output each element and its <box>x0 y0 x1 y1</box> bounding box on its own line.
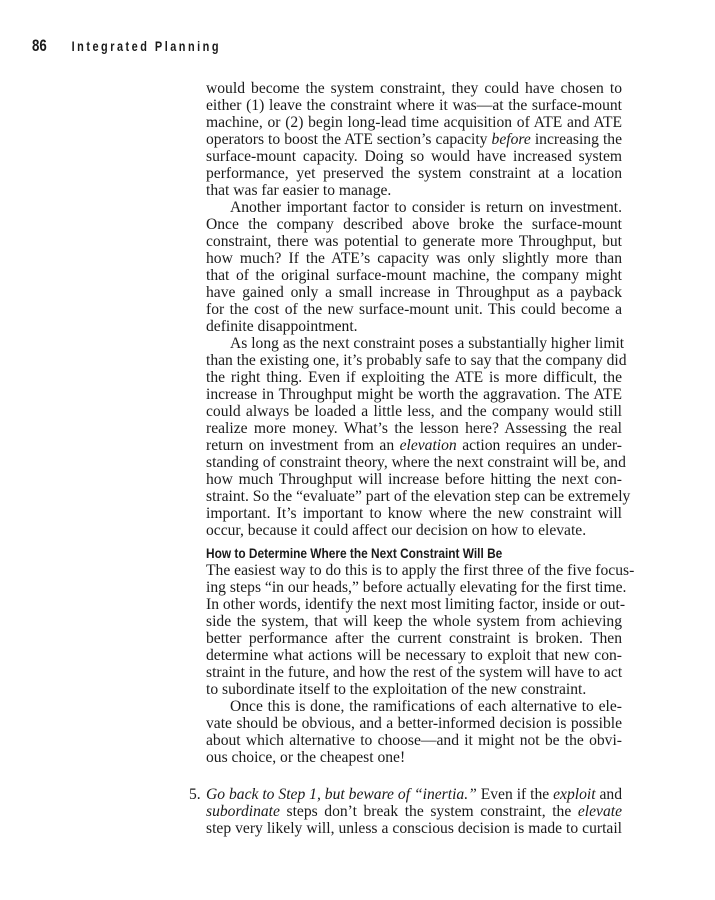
text-line <box>206 505 622 522</box>
text-line <box>206 803 622 820</box>
text: have gained only a small increase in Throughput as a payback <box>206 284 622 301</box>
text: occur, because it could affect our decision on how to elevate. <box>206 522 587 539</box>
text: In other words, identify the next most limiting factor, inside or out- <box>206 596 626 613</box>
text: how much? If the ATE’s capacity was only slightly more than <box>206 250 622 267</box>
text: straint in the future, and how the rest of the system will have to act <box>206 664 623 681</box>
text: determine what actions will be necessary to exploit that new con- <box>206 647 622 664</box>
text-line <box>206 681 622 698</box>
text: that of the original surface-mount machine, the company might <box>206 267 622 284</box>
text: vate should be obvious, and a better-informed decision is possible <box>206 715 622 732</box>
text: than the existing one, it’s probably safe to say that the company did <box>206 352 627 369</box>
text-line <box>206 420 622 437</box>
italic-text: elevate <box>577 803 622 820</box>
text-line <box>206 165 622 182</box>
paragraph <box>206 80 622 199</box>
text-line <box>206 199 622 216</box>
text: could always be loaded a little less, and the company would still <box>206 403 622 420</box>
text-line <box>206 80 622 97</box>
paragraph <box>206 698 622 766</box>
text: machine, or (2) begin long-lead time acquisition of ATE and ATE <box>206 114 622 131</box>
text-line <box>206 386 622 403</box>
text: performance, yet preserved the system constraint at a location <box>206 165 622 182</box>
text-line <box>206 630 622 647</box>
text: increasing the <box>530 131 622 148</box>
text-line <box>206 114 622 131</box>
text-line <box>206 820 622 837</box>
text-line <box>206 471 622 488</box>
paragraph <box>206 199 622 335</box>
text-line <box>206 369 622 386</box>
text: would become the system constraint, they could have chosen to <box>206 80 622 97</box>
text: how much Throughput will increase before hitting the next con- <box>206 471 622 488</box>
text: The easiest way to do this is to apply the first three of the five focus- <box>206 562 635 579</box>
text: step very likely will, unless a conscious decision is made to curtail <box>206 820 622 837</box>
text: realize more money. What’s the lesson here? Assessing the real <box>206 420 622 437</box>
text: return on investment from an <box>206 437 400 454</box>
text-line <box>206 403 622 420</box>
text: important. It’s important to know where the new constraint will <box>206 505 622 522</box>
text: action requires an under- <box>456 437 622 454</box>
text: straint. So the “evaluate” part of the elevation step can be extremely <box>206 488 631 505</box>
text: standing of constraint theory, where the next constraint will be, and <box>206 454 626 471</box>
running-title: Integrated Planning <box>71 38 221 54</box>
text: operators to boost the ATE section’s capacity <box>206 131 492 148</box>
text: Once this is done, the ramifications of each alternative to ele- <box>230 698 622 715</box>
text-line <box>206 786 622 803</box>
text-line <box>206 488 631 505</box>
text-line <box>206 715 622 732</box>
italic-text: Go back to Step 1, but beware of “inertia.” <box>206 786 477 803</box>
paragraph <box>206 335 631 539</box>
text-line <box>206 131 622 148</box>
text-line <box>206 148 622 165</box>
text-line <box>206 596 626 613</box>
text: that was far easier to manage. <box>206 182 392 199</box>
text-line <box>206 647 622 664</box>
text-line <box>206 522 622 539</box>
text-line <box>206 318 622 335</box>
text: definite disappointment. <box>206 318 358 335</box>
text-line <box>206 732 622 749</box>
text: ing steps “in our heads,” before actually elevating for the first time. <box>206 579 627 596</box>
text: Another important factor to consider is return on investment. <box>230 199 622 216</box>
section-heading: How to Determine Where the Next Constraint Will Be <box>206 546 503 561</box>
text-line <box>206 698 622 715</box>
text-line <box>206 454 626 471</box>
numbered-list-item <box>189 786 623 837</box>
text-line <box>206 579 627 596</box>
text: As long as the next constraint poses a substantially higher limit <box>230 335 625 352</box>
text: surface-mount capacity. Doing so would have increased system <box>206 148 622 165</box>
italic-text: subordinate <box>206 803 280 820</box>
text-line <box>206 352 627 369</box>
page-number: 86 <box>32 36 47 55</box>
paragraph <box>206 562 635 698</box>
text: increase in Throughput might be worth the aggravation. The ATE <box>206 386 622 403</box>
list-number: 5. <box>189 786 201 803</box>
text-line <box>206 301 622 318</box>
italic-text: before <box>491 131 531 148</box>
text-line <box>206 335 625 352</box>
text: constraint, there was potential to generate more Throughput, but <box>206 233 622 250</box>
text-line <box>206 749 622 766</box>
text: better performance after the current constraint is broken. Then <box>206 630 622 647</box>
italic-text: elevation <box>399 437 457 454</box>
body-text <box>189 80 635 837</box>
text: Even if the <box>476 786 554 803</box>
italic-text: exploit <box>553 786 596 803</box>
text: Once the company described above broke the surface-mount <box>206 216 622 233</box>
text: steps don’t break the system constraint, the <box>279 803 578 820</box>
text-line <box>206 267 622 284</box>
text-line <box>206 250 622 267</box>
text-line <box>206 216 622 233</box>
text-line <box>206 182 622 199</box>
text-line <box>206 437 622 454</box>
text: either (1) leave the constraint where it was—at the surface-mount <box>206 97 622 114</box>
text: the right thing. Even if exploiting the ATE is more difficult, the <box>206 369 622 386</box>
running-head <box>32 36 221 56</box>
text-line <box>206 562 635 579</box>
text-line <box>206 664 622 681</box>
text: and <box>595 786 623 803</box>
text-line <box>206 97 622 114</box>
text-line <box>206 233 622 250</box>
text-line <box>206 613 622 630</box>
text: side the system, that will keep the whole system from achieving <box>206 613 622 630</box>
text: about which alternative to choose—and it might not be the obvi- <box>206 732 622 749</box>
text: for the cost of the new surface-mount unit. This could become a <box>206 301 622 318</box>
text: ous choice, or the cheapest one! <box>206 749 406 766</box>
spacer <box>206 766 622 786</box>
text-line <box>206 284 622 301</box>
text: to subordinate itself to the exploitation of the new constraint. <box>206 681 587 698</box>
